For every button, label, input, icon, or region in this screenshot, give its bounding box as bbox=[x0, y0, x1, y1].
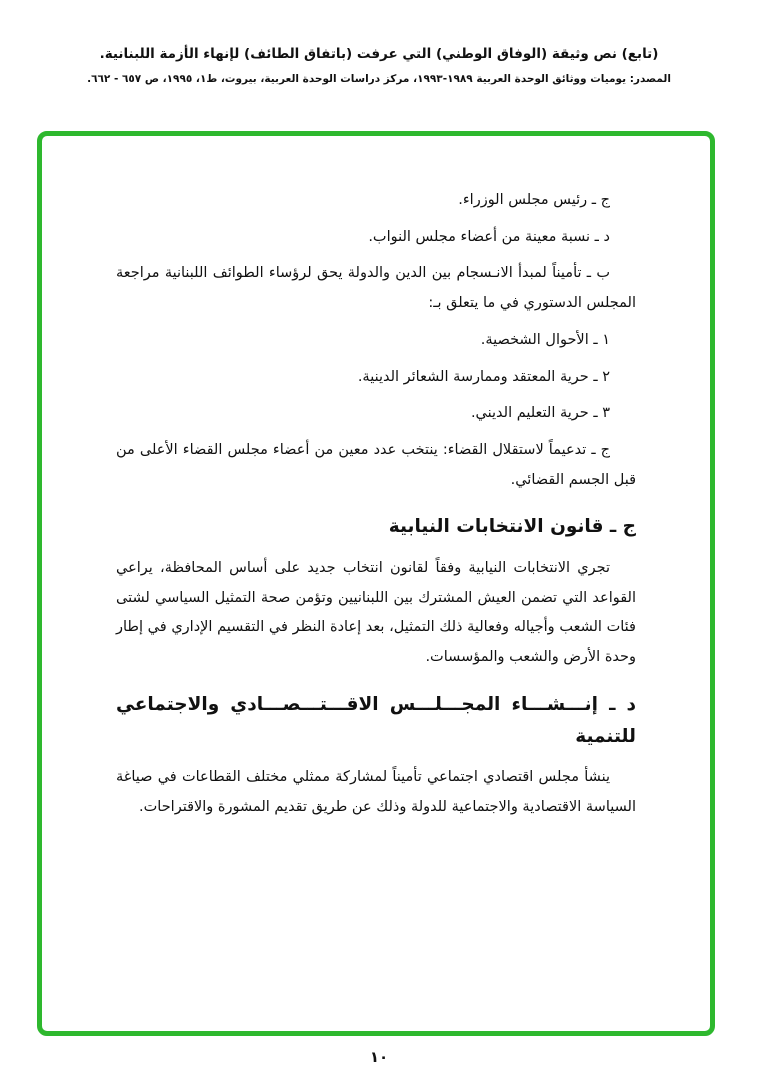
content-border-box bbox=[37, 131, 715, 1036]
page-number: ١٠ bbox=[369, 1048, 389, 1066]
list-item-deputies-ratio: د ـ نسبة معينة من أعضاء مجلس النواب. bbox=[368, 228, 610, 245]
list-item-personal-status: ١ ـ الأحوال الشخصية. bbox=[480, 331, 610, 348]
list-item-religious-education: ٣ ـ حرية التعليم الديني. bbox=[470, 405, 610, 422]
document-source-line: المصدر: يوميات ووثائق الوحدة العربية ١٩٨٩-١٩٩٣، مركز دراسات الوحدة العربية، بيروت، ط١، ١٩٩٥، ص ٦٥٧ - ٦٦٢. bbox=[87, 73, 671, 85]
document-header bbox=[0, 0, 758, 85]
list-item-cabinet-head: ج ـ رئيس مجلس الوزراء. bbox=[458, 192, 610, 208]
section-heading-election-law: ج ـ قانون الانتخابات النيابية bbox=[388, 516, 636, 538]
document-content bbox=[116, 186, 636, 823]
list-item-belief-freedom: ٢ ـ حرية المعتقد وممارسة الشعائر الدينية. bbox=[357, 368, 610, 385]
section-heading-economic-council: د ـ إنـــشـــاء المجـــلـــس الاقـــتـــصـــادي والاجتماعي للتنمية bbox=[116, 693, 636, 748]
paragraph-election-law: تجري الانتخابات النيابية وفقاً لقانون انتخاب جديد على أساس المحافظة، يراعي القواعد التي تضمن العيش المشترك بين اللبنانيين وتؤمن صحة التمثيل السياسي لشتى فئات الشعب وأجياله وفعالية ذلك التمثيل، بعد إعادة النظر في التقسيم الإداري في إطار وحدة الأرض والشعب والمؤسسات. bbox=[116, 559, 636, 665]
document-title: (تابع) نص وثيقة (الوفاق الوطني) التي عرفت (باتفاق الطائف) لإنهاء الأزمة اللبنانية. bbox=[99, 46, 659, 62]
paragraph-religion-state: ب ـ تأميناً لمبدأ الانـسجام بين الدين والدولة يحق لرؤساء الطوائف اللبنانية مراجعة المجلس الدستوري في ما يتعلق بـ: bbox=[116, 265, 636, 312]
paragraph-judiciary-independence: ج ـ تدعيماً لاستقلال القضاء: ينتخب عدد معين من أعضاء مجلس القضاء الأعلى من قبل الجسم القضائي. bbox=[116, 442, 636, 488]
paragraph-economic-council: ينشأ مجلس اقتصادي اجتماعي تأميناً لمشاركة ممثلي مختلف القطاعات في صياغة السياسة الاقتصادية والاجتماعية للدولة وذلك عن طريق تقديم المشورة والاقتراحات. bbox=[116, 769, 636, 816]
